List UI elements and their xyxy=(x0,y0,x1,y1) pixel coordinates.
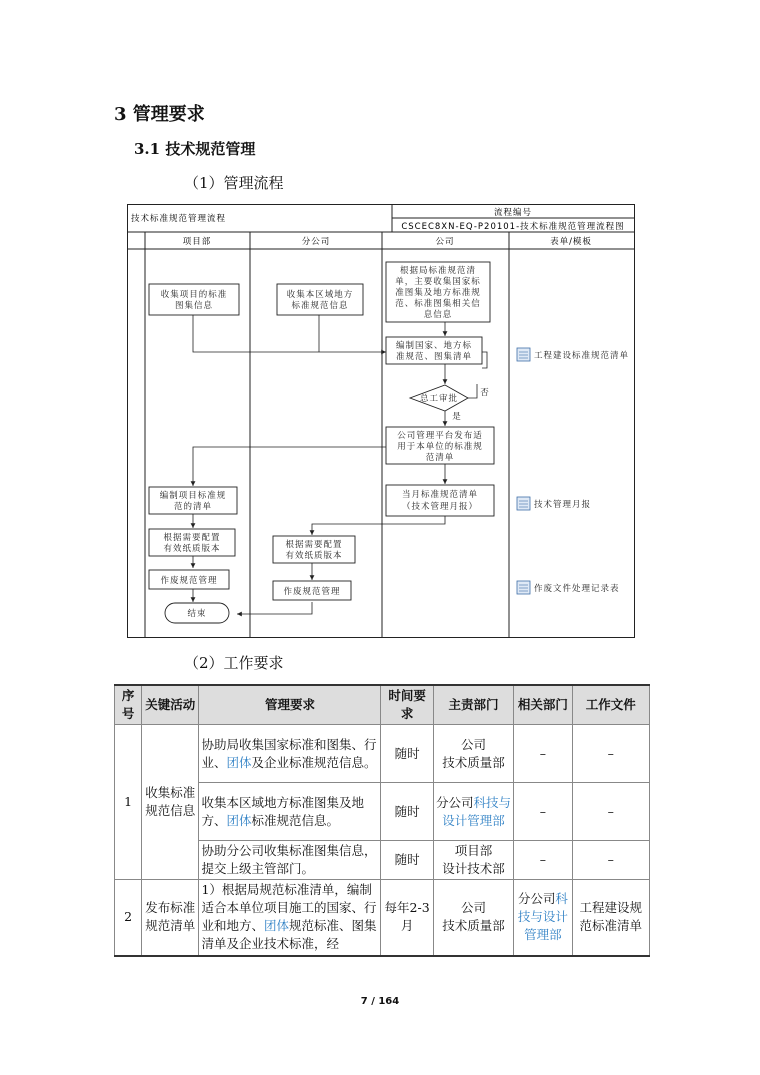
lane-company: 公司 xyxy=(435,237,455,247)
review-no-label: 否 xyxy=(480,388,490,398)
requirements-table xyxy=(114,684,650,957)
box-monthly-2: （技术管理月报） xyxy=(401,502,479,512)
work-heading: （2）工作要求 xyxy=(184,654,284,672)
box-company-compile-1: 编制国家、地方标 xyxy=(395,341,473,351)
col-activity: 关键活动 xyxy=(142,685,199,725)
row-related-dept: 分公司科技与设计管理部 xyxy=(514,880,572,956)
box-project-config-1: 根据需要配置 xyxy=(163,533,221,543)
box-company-publish-2: 用于本单位的标准规 xyxy=(397,442,483,452)
box-monthly-1: 当月标准规范清单 xyxy=(401,490,479,500)
form-label-2: 技术管理月报 xyxy=(534,500,592,510)
table-row xyxy=(115,880,650,956)
box-review: 总工审批 xyxy=(419,394,459,404)
row-main-dept: 分公司科技与设计管理部 xyxy=(433,783,513,841)
form-label-1: 工程建设标准规范清单 xyxy=(534,351,630,361)
flow-title: 技术标准规范管理流程 xyxy=(131,214,227,224)
box-project-void: 作废规范管理 xyxy=(160,576,218,586)
col-requirement: 管理要求 xyxy=(199,685,381,725)
row-activity: 发布标准规范清单 xyxy=(142,880,199,956)
flow-code-label: 流程编号 xyxy=(493,208,533,218)
flow-code-value: CSCEC8XN-EQ-P20101-技术标准规范管理流程图 xyxy=(401,222,625,232)
document-icon xyxy=(517,497,530,510)
box-project-collect-1: 收集项目的标准 xyxy=(160,290,228,300)
row-doc: – xyxy=(572,841,650,880)
col-related-dept: 相关部门 xyxy=(514,685,572,725)
row-requirement: 协助局收集国家标准和图集、行业、团体及企业标准规范信息。 xyxy=(199,725,381,783)
document-icon xyxy=(517,581,530,594)
row-no: 1 xyxy=(115,725,142,880)
lane-project: 项目部 xyxy=(182,237,212,247)
row-time: 随时 xyxy=(381,725,433,783)
row-requirement: 收集本区域地方标准图集及地方、团体标准规范信息。 xyxy=(199,783,381,841)
link-text: 团体 xyxy=(263,918,289,934)
col-time: 时间要求 xyxy=(381,685,433,725)
box-company-compile-2: 准规范、图集清单 xyxy=(395,352,473,362)
box-branch-collect-2: 标准规范信息 xyxy=(291,301,349,311)
row-doc: – xyxy=(572,725,650,783)
lane-forms: 表单/模板 xyxy=(550,237,592,247)
box-company-collect-1: 根据局标准规范清 xyxy=(399,266,477,276)
box-branch-config-1: 根据需要配置 xyxy=(285,540,343,550)
box-project-compile-2: 范的清单 xyxy=(173,502,213,512)
row-related-dept: – xyxy=(514,841,572,880)
row-main-dept: 项目部 设计技术部 xyxy=(433,841,513,880)
box-company-publish-1: 公司管理平台发布适 xyxy=(397,431,483,441)
box-company-collect-4: 范、标准图集相关信 xyxy=(395,299,481,309)
row-main-dept: 公司 技术质量部 xyxy=(433,880,513,956)
box-company-publish-3: 范清单 xyxy=(425,453,455,463)
row-no: 2 xyxy=(115,880,142,956)
col-no: 序号 xyxy=(115,685,142,725)
document-icon xyxy=(517,348,530,361)
flow-heading: （1）管理流程 xyxy=(184,174,284,192)
col-main-dept: 主责部门 xyxy=(433,685,513,725)
box-branch-void: 作废规范管理 xyxy=(283,587,341,597)
box-branch-collect-1: 收集本区域地方 xyxy=(286,290,354,300)
row-doc: – xyxy=(572,783,650,841)
row-time: 随时 xyxy=(381,783,433,841)
row-requirement: 1）根据局规范标准清单，编制适合本单位项目施工的国家、行业和地方、团体规范标准、图集清单及企业技术标准，经 xyxy=(199,880,381,956)
review-yes-label: 是 xyxy=(452,412,462,422)
row-related-dept: – xyxy=(514,783,572,841)
section-heading: 3 管理要求 xyxy=(114,104,205,125)
col-doc: 工作文件 xyxy=(572,685,650,725)
box-company-collect-3: 准图集及地方标准规 xyxy=(395,288,481,298)
page-number: 7 / 164 xyxy=(360,996,400,1007)
row-requirement: 协助分公司收集标准图集信息，提交上级主管部门。 xyxy=(199,841,381,880)
row-time: 每年2-3月 xyxy=(381,880,433,956)
lane-branch: 分公司 xyxy=(301,237,331,247)
box-branch-config-2: 有效纸质版本 xyxy=(285,551,343,561)
box-project-compile-1: 编制项目标准规 xyxy=(159,491,227,501)
box-project-collect-2: 图集信息 xyxy=(174,301,214,311)
link-text: 团体 xyxy=(226,812,252,828)
table-row xyxy=(115,725,650,783)
row-activity: 收集标准规范信息 xyxy=(142,725,199,880)
row-time: 随时 xyxy=(381,841,433,880)
row-main-dept: 公司 技术质量部 xyxy=(433,725,513,783)
subsection-heading: 3.1 技术规范管理 xyxy=(134,140,256,158)
table-header-row xyxy=(115,685,650,725)
link-text: 团体 xyxy=(226,754,252,770)
box-end: 结束 xyxy=(187,609,207,619)
row-related-dept: – xyxy=(514,725,572,783)
box-company-collect-5: 息信息 xyxy=(423,310,453,320)
row-doc: 工程建设规范标准清单 xyxy=(572,880,650,956)
process-flowchart xyxy=(127,204,635,638)
box-company-collect-2: 单，主要收集国家标 xyxy=(395,277,481,287)
form-label-3: 作废文件处理记录表 xyxy=(534,584,620,594)
box-project-config-2: 有效纸质版本 xyxy=(163,544,221,554)
